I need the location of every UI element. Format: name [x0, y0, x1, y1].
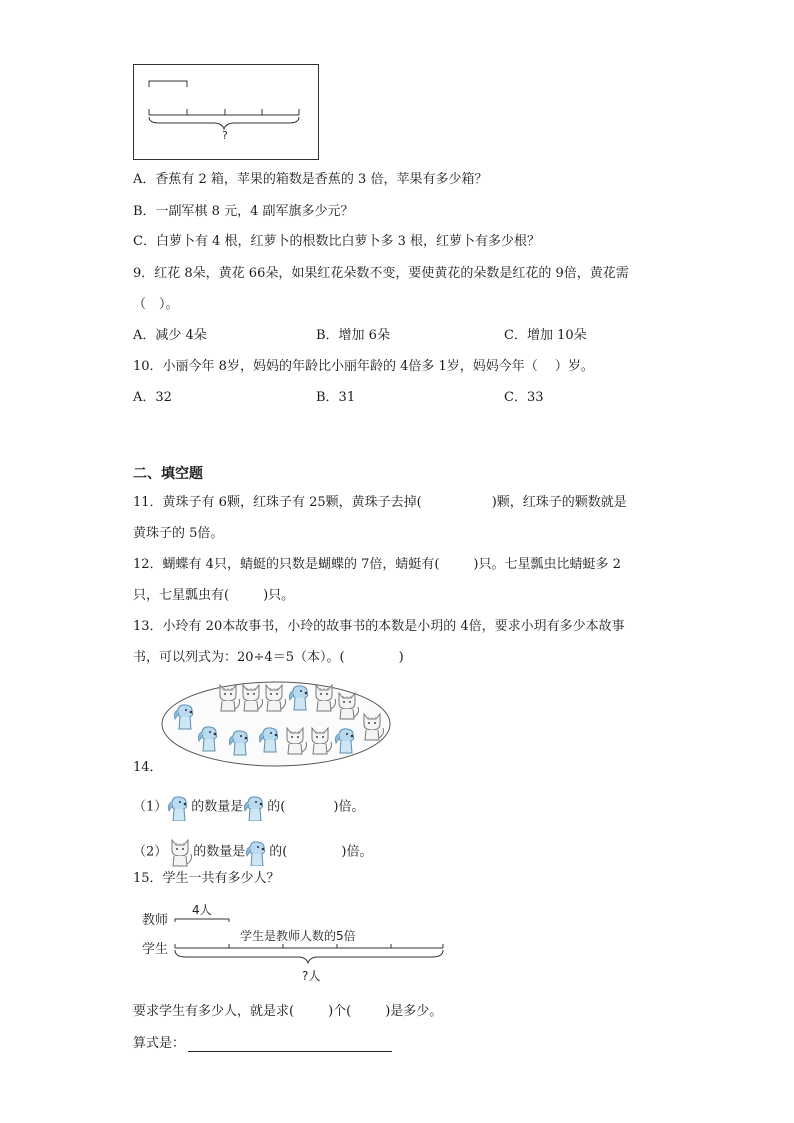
q15-ask-pre: 要求学生有多少人，就是求( [133, 1004, 295, 1019]
q8-brace [149, 117, 299, 129]
q10-option-b[interactable]: B．31 [316, 390, 356, 405]
q13-line1: 13．小玲有 20本故事书，小玲的故事书的本数是小玥的 4倍，要求小玥有多少本故事 [133, 619, 625, 634]
q15-ask-mid: )个( [328, 1004, 352, 1019]
q12-text-post: )只。七星瓢虫比蜻蜓多 2 [473, 557, 621, 572]
q15-line-diagram [140, 898, 450, 988]
q15-title: 15．学生一共有多少人？ [133, 871, 280, 886]
q15-brace [175, 950, 443, 963]
q14-part2-post-b: )倍。 [341, 844, 373, 860]
q15-total-label: ?人 [302, 969, 321, 983]
q9-option-a[interactable]: A．减少 4朵 [133, 328, 207, 343]
q14-part1-post-b: )倍。 [333, 799, 365, 815]
q12-line2-post: )只。 [263, 588, 295, 603]
q15-ask-post: )是多少。 [385, 1004, 443, 1019]
q12-line1 [133, 557, 621, 573]
q15-formula-answer-line[interactable] [188, 1036, 392, 1052]
q13-line2-pre: 书，可以列式为：20÷4＝5（本）。( [133, 650, 345, 665]
q14-animal-ellipse [160, 680, 392, 768]
cat-icon [167, 837, 193, 867]
dog-icon [167, 793, 191, 821]
q8-ticks [149, 109, 299, 115]
q14-part2-post-a: 的( [269, 844, 288, 860]
q8-short-segment [149, 81, 187, 87]
q12-line2-pre: 只，七星瓢虫有( [133, 588, 230, 603]
q9-question-line1: 9．红花 8朵，黄花 66朵，如果红花朵数不变，要使黄花的朵数是红花的 9倍，黄花需 [133, 266, 629, 281]
q9-question-line2: （ ）。 [133, 297, 179, 312]
q14-part2-label: （2） [133, 844, 168, 860]
q10-option-a[interactable]: A．32 [133, 390, 172, 405]
q14-part1 [133, 793, 364, 822]
q10-question: 10．小丽今年 8岁，妈妈的年龄比小丽年龄的 4倍多 1岁，妈妈今年（ ）岁。 [133, 359, 594, 374]
q8-question-mark: ? [222, 129, 228, 142]
q8-line-diagram [134, 65, 318, 159]
q14-part2 [133, 837, 372, 867]
q14-part1-mid: 的数量是 [191, 799, 244, 815]
q13-line2-post: ) [398, 650, 404, 665]
q15-diagram-note: 学生是教师人数的5倍 [240, 929, 356, 943]
q14-part2-mid: 的数量是 [193, 844, 246, 860]
q10-option-c[interactable]: C．33 [504, 390, 544, 405]
q11-line2: 黄珠子的 5倍。 [133, 526, 224, 541]
q9-option-c[interactable]: C．增加 10朵 [504, 328, 587, 343]
q8-option-a[interactable]: A．香蕉有 2 箱，苹果的箱数是香蕉的 3 倍，苹果有多少箱？ [133, 172, 488, 187]
dog-icon [245, 838, 269, 866]
q15-teacher-segment [175, 919, 229, 922]
q12-text-pre: 12．蝴蝶有 4只，蜻蜓的只数是蝴蝶的 7倍，蜻蜓有( [133, 557, 440, 572]
q15-student-label: 学生 [142, 942, 169, 957]
q11-text-pre: 11．黄珠子有 6颗，红珠子有 25颗，黄珠子去掉( [133, 495, 422, 510]
section-title-fill-in: 二、填空题 [133, 466, 203, 482]
q11-text-post: )颗，红珠子的颗数就是 [491, 495, 627, 510]
q15-question-line [133, 1004, 442, 1020]
q15-teacher-label: 教师 [142, 913, 169, 928]
q8-option-b[interactable]: B．一副军棋 8 元，4 副军旗多少元？ [133, 204, 354, 219]
q14-part1-post-a: 的( [267, 799, 286, 815]
q15-formula-label: 算式是： [133, 1036, 186, 1051]
q12-line2 [133, 588, 294, 604]
q13-line2 [133, 650, 404, 666]
q14-part1-label: （1） [133, 799, 168, 815]
q14-number: 14． [133, 760, 163, 775]
q8-diagram-box [133, 64, 319, 160]
q9-option-b[interactable]: B．增加 6朵 [316, 328, 390, 343]
q11-line1 [133, 495, 627, 511]
dog-icon [243, 793, 267, 821]
q15-teacher-count: 4人 [192, 903, 212, 917]
q8-option-c[interactable]: C．白萝卜有 4 根，红萝卜的根数比白萝卜多 3 根，红萝卜有多少根？ [133, 234, 541, 249]
q15-student-ticks [175, 944, 443, 948]
